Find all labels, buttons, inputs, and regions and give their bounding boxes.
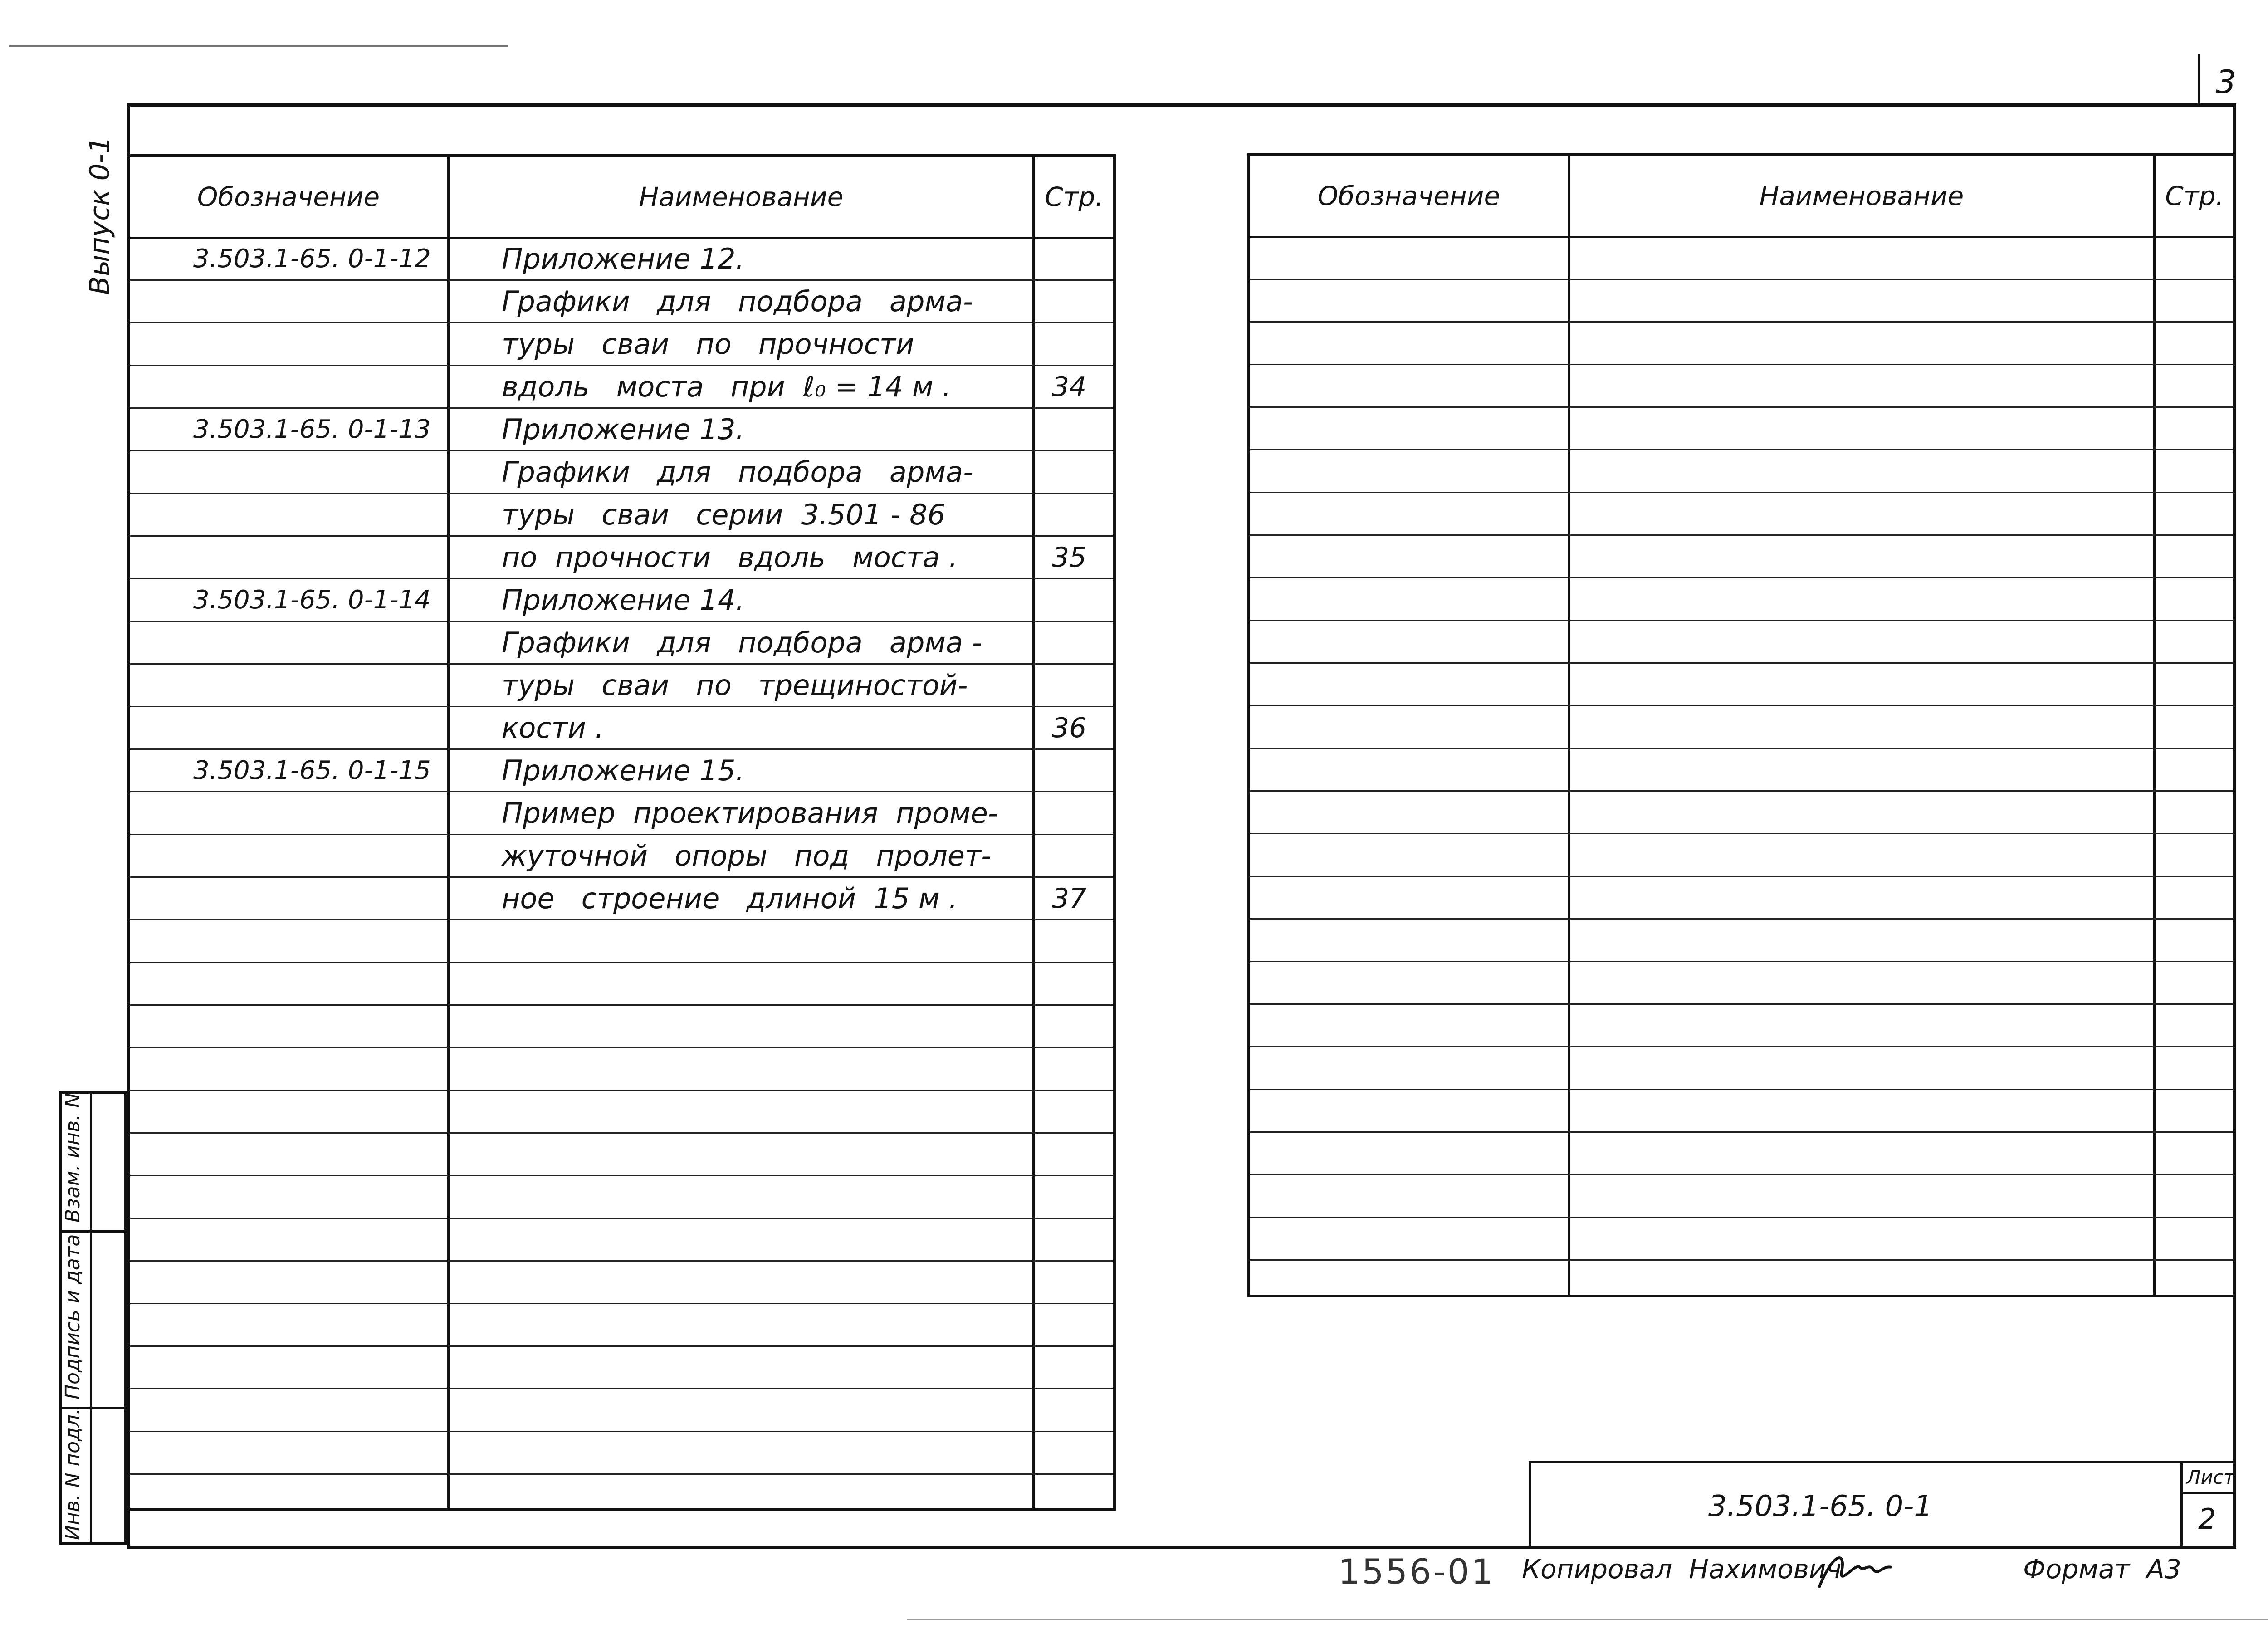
row-name: туры сваи серии 3.501 - 86 (502, 498, 946, 531)
row-name: Пример проектирования проме- (502, 797, 998, 830)
right-row-line (1250, 1131, 2234, 1133)
right-header-designation: Обозначение (1317, 181, 1501, 211)
left-row-line (130, 1345, 1113, 1347)
row-name: кости . (502, 711, 604, 744)
stamp-label-inv: Инв. N подл. (61, 1408, 84, 1540)
row-name: Приложение 14. (502, 583, 745, 616)
right-row-line (1250, 279, 2234, 280)
right-row-line (1250, 705, 2234, 706)
row-name: Приложение 13. (502, 413, 745, 446)
left-row-line (130, 1132, 1113, 1134)
left-row-line (130, 1303, 1113, 1304)
right-header-name: Наименование (1759, 181, 1964, 211)
footer-signature (1814, 1545, 1896, 1596)
sheet-corner-number: 3 (2216, 64, 2236, 101)
right-row-line (1250, 1003, 2234, 1005)
sheet-corner-box (2198, 54, 2200, 104)
row-page (1035, 664, 1103, 707)
row-name: вдоль моста при ℓ₀ = 14 м . (502, 370, 951, 403)
row-page (1035, 579, 1103, 621)
row-page: 37 (1051, 883, 1087, 915)
left-row-line (130, 962, 1113, 963)
title-doc-code: 3.503.1-65. 0-1 (1708, 1490, 1933, 1523)
left-row-line (130, 1473, 1113, 1475)
row-page (1035, 323, 1103, 366)
row-page: 34 (1051, 371, 1087, 403)
right-row-line (1250, 918, 2234, 920)
right-row-line (1250, 833, 2234, 834)
row-page (1035, 238, 1103, 280)
row-name: Графики для подбора арма- (502, 285, 973, 318)
row-code: 3.503.1-65. 0-1-14 (193, 585, 431, 615)
row-page: 35 (1051, 542, 1087, 573)
right-row-line (1250, 406, 2234, 408)
row-page (1035, 280, 1103, 323)
left-row-line (130, 1047, 1113, 1048)
row-name: туры сваи по прочности (502, 328, 914, 361)
row-name: Приложение 15. (502, 754, 745, 787)
row-code: 3.503.1-65. 0-1-13 (193, 415, 431, 444)
left-header-name: Наименование (639, 181, 844, 212)
row-name: по прочности вдоль моста . (502, 541, 958, 574)
left-row-line (130, 1175, 1113, 1176)
stamp-label-signature: Подпись и дата (61, 1234, 84, 1399)
title-block (1529, 1461, 2236, 1549)
row-code: 3.503.1-65. 0-1-12 (193, 244, 431, 274)
row-name: Приложение 12. (502, 242, 745, 275)
right-row-line (1250, 577, 2234, 578)
row-page (1035, 451, 1103, 494)
left-row-line (130, 1090, 1113, 1091)
row-name: жуточной опоры под пролет- (502, 839, 992, 872)
row-page (1035, 835, 1103, 877)
left-header-designation: Обозначение (197, 181, 380, 212)
row-page (1035, 494, 1103, 536)
row-name: Графики для подбора арма - (502, 626, 982, 659)
left-row-line (130, 1218, 1113, 1219)
title-sheet-number: 2 (2198, 1502, 2216, 1536)
footer-format: Формат А3 (2023, 1554, 2181, 1585)
footer-copied-by: Копировал Нахимович (1522, 1554, 1842, 1585)
right-row-line (1250, 1259, 2234, 1261)
left-header-page: Стр. (1045, 181, 1104, 212)
left-row-line (130, 1260, 1113, 1262)
right-row-line (1250, 876, 2234, 877)
right-row-line (1250, 1174, 2234, 1175)
left-row-line (130, 1004, 1113, 1006)
left-table (127, 154, 1116, 1511)
issue-label (84, 136, 116, 295)
right-row-line (1250, 321, 2234, 323)
right-row-line (1250, 534, 2234, 536)
row-name: ное строение длиной 15 м . (502, 882, 958, 915)
stamp-label-replacement: Взам. инв. N (61, 1093, 84, 1223)
scan-mark-top (9, 45, 508, 47)
right-table (1247, 153, 2236, 1297)
row-page (1035, 749, 1103, 792)
row-page (1035, 792, 1103, 835)
row-name: туры сваи по трещиностой- (502, 669, 968, 702)
issue-text: Выпуск 0-1 (84, 136, 116, 295)
scan-mark-bottom (907, 1619, 2268, 1620)
row-page: 36 (1051, 712, 1087, 744)
right-row-line (1250, 364, 2234, 365)
row-page (1035, 621, 1103, 664)
footer-inventory: 1556-01 (1338, 1551, 1495, 1592)
left-row-line (130, 1388, 1113, 1389)
right-row-line (1250, 449, 2234, 450)
right-row-line (1250, 620, 2234, 621)
right-header-page: Стр. (2165, 181, 2224, 211)
row-name: Графики для подбора арма- (502, 455, 973, 489)
row-code: 3.503.1-65. 0-1-15 (193, 756, 431, 785)
left-row-line (130, 1431, 1113, 1432)
title-sheet-label: Лист (2186, 1466, 2235, 1488)
right-row-line (1250, 790, 2234, 792)
right-row-line (1250, 662, 2234, 664)
right-row-line (1250, 748, 2234, 749)
right-row-line (1250, 492, 2234, 493)
right-row-line (1250, 961, 2234, 962)
right-row-line (1250, 1046, 2234, 1047)
row-page (1035, 408, 1103, 451)
right-row-line (1250, 1217, 2234, 1218)
right-row-line (1250, 1089, 2234, 1090)
